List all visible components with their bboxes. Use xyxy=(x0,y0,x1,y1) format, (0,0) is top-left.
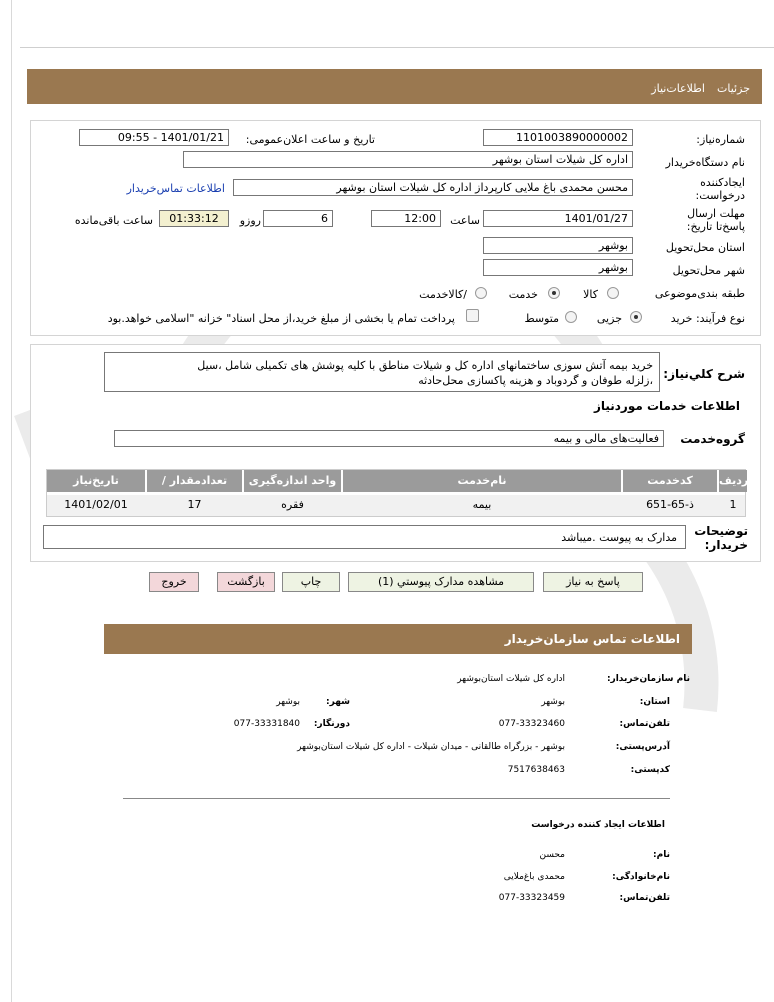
buyer-notes-label: توضيحات خريدار: xyxy=(694,524,748,552)
column-header-service-code: کدخدمت xyxy=(623,470,717,492)
service-group-label: گروه‌خدمت xyxy=(680,432,745,446)
need-date-cell: 1401/02/01 xyxy=(64,498,128,511)
province-field: بوشهر xyxy=(483,237,633,254)
contact-phone-value: 077-33323460 xyxy=(498,719,565,729)
contact-city-label: شهر: xyxy=(326,697,350,707)
contact-header-title: اطلاعات تماس سازمان‌خريدار xyxy=(504,632,680,646)
org-field: اداره کل شیلات استان بوشهر xyxy=(183,151,633,168)
service-code-cell: ذ-65-651 xyxy=(646,498,694,511)
creator-family-label: نام‌خانوادگی: xyxy=(612,872,670,882)
category-label: طبقه بندی‌موضوعی xyxy=(654,287,745,300)
medium-option-label: متوسط xyxy=(524,312,559,325)
services-table xyxy=(46,469,749,517)
remaining-time-field: 01:33:12 xyxy=(159,210,229,227)
creator-phone-value: 077-33323459 xyxy=(498,893,565,903)
deadline-time-field: 12:00 xyxy=(371,210,441,227)
service-group-field: فعاليت‌های مالی و بيمه xyxy=(114,430,664,447)
reply-button[interactable]: پاسخ به نياز xyxy=(543,572,643,592)
contact-postal-label: کدپستی: xyxy=(630,765,670,775)
creator-name-label: نام: xyxy=(653,850,670,860)
column-header-row-number: رديف xyxy=(719,470,747,492)
quantity-cell: 17 xyxy=(187,498,202,511)
minor-option-label: جزيی xyxy=(596,312,622,325)
province-label: استان محل‌تحويل xyxy=(665,241,745,254)
summary-text-line2: ،زلزله طوفان و گردوباد و هزینه پاکسازی محل‌حادثه xyxy=(418,374,653,387)
service-radio[interactable] xyxy=(548,287,560,299)
contact-fax-label: دورنگار: xyxy=(313,719,350,729)
need-number-label: شماره‌نياز: xyxy=(696,133,745,146)
goods-service-option-label: /کالاخدمت xyxy=(419,288,467,301)
column-header-unit: واحد اندازه‌گيری xyxy=(244,470,341,492)
org-label: نام دستگاه‌خريدار xyxy=(665,156,745,169)
remaining-label: ساعت باقی‌مانده xyxy=(74,214,153,227)
time-label: ساعت xyxy=(450,214,480,227)
back-button[interactable]: بازگشت xyxy=(217,572,275,592)
column-header-service-name: نام‌خدمت xyxy=(343,470,621,492)
creator-family-value: محمدی باغ‌ملایی xyxy=(503,872,565,882)
org-name-label: نام سازمان‌خريدار: xyxy=(606,674,690,684)
column-header-quantity: / تعدادمقدار xyxy=(147,470,242,492)
deadline-label: مهلت ارسال پاسخ‌تا تاريخ: xyxy=(686,207,745,233)
table-row xyxy=(47,495,745,516)
creator-label: ايجادکننده درخواست: xyxy=(695,176,745,202)
tab-details[interactable]: جزئيات xyxy=(717,82,750,95)
days-label: روزو xyxy=(239,214,261,227)
contact-province-label: استان: xyxy=(639,697,670,707)
buyer-notes-field: مدارک به پیوست .میباشد xyxy=(43,525,686,549)
process-label: نوع فرآيند: خريد xyxy=(670,312,745,325)
contact-city-value: بوشهر xyxy=(276,697,300,707)
exit-button[interactable]: خروج xyxy=(149,572,199,592)
contact-address-value: بوشهر - بزرگراه طالقانی - میدان شیلات - اداره کل شیلات استان‌بوشهر xyxy=(297,742,565,752)
deadline-date-field: 1401/01/27 xyxy=(483,210,633,227)
city-field: بوشهر xyxy=(483,259,633,276)
goods-option-label: کالا xyxy=(583,288,598,301)
summary-label: شرح کلي‌نیاز: xyxy=(663,367,745,381)
payment-note: پرداخت تمام يا بخشی از مبلغ خريد،از محل اسناد" خزانه "اسلامی خواهد.بود xyxy=(107,312,455,325)
buyer-contact-link[interactable]: اطلاعات تماس‌خريدار xyxy=(126,182,225,195)
announce-label: تاريخ و ساعت اعلان‌عمومی: xyxy=(245,133,375,146)
creator-info-title: اطلاعات ايجاد کننده درخواست xyxy=(531,820,665,830)
view-documents-button[interactable]: مشاهده مدارک پيوستي (1) xyxy=(348,572,534,592)
print-button[interactable]: چاپ xyxy=(282,572,340,592)
unit-cell: فقره xyxy=(281,498,304,511)
contact-fax-value: 077-33331840 xyxy=(233,719,300,729)
medium-radio[interactable] xyxy=(565,311,577,323)
creator-phone-label: تلفن‌تماس: xyxy=(619,893,670,903)
top-rule xyxy=(20,47,774,48)
tab-need-info[interactable]: اطلاعات‌نياز xyxy=(651,82,705,95)
creator-name-value: محسن xyxy=(539,850,565,860)
row-number-cell: 1 xyxy=(729,498,737,511)
contact-phone-label: تلفن‌تماس: xyxy=(619,719,670,729)
summary-text-line1: خرید بیمه آتش سوزی ساختمانهای اداره کل و شیلات مناطق با کلیه پوشش های تکمیلی شامل ،سیل xyxy=(197,359,653,372)
contact-postal-value: 7517638463 xyxy=(507,765,565,775)
minor-radio[interactable] xyxy=(630,311,642,323)
service-option-label: خدمت xyxy=(508,288,538,301)
org-name-value: اداره کل شیلات استان‌بوشهر xyxy=(457,674,565,684)
need-number-field: 1101003890000002 xyxy=(483,129,633,146)
city-label: شهر محل‌تحويل xyxy=(672,264,745,277)
goods-service-radio[interactable] xyxy=(475,287,487,299)
column-header-need-date: تاريخ‌نياز xyxy=(47,470,145,492)
service-name-cell: بيمه xyxy=(472,498,492,511)
payment-checkbox[interactable] xyxy=(466,309,479,322)
goods-radio[interactable] xyxy=(607,287,619,299)
creator-field: محسن محمدی باغ ملایی کارپرداز اداره کل شیلات استان بوشهر xyxy=(233,179,633,196)
contact-address-label: آدرس‌پستی: xyxy=(615,742,670,752)
announce-field: 1401/01/21 - 09:55 xyxy=(79,129,229,146)
contact-divider xyxy=(123,798,670,799)
contact-province-value: بوشهر xyxy=(541,697,565,707)
services-title: اطلاعات خدمات موردنياز xyxy=(593,399,740,413)
days-field: 6 xyxy=(263,210,333,227)
